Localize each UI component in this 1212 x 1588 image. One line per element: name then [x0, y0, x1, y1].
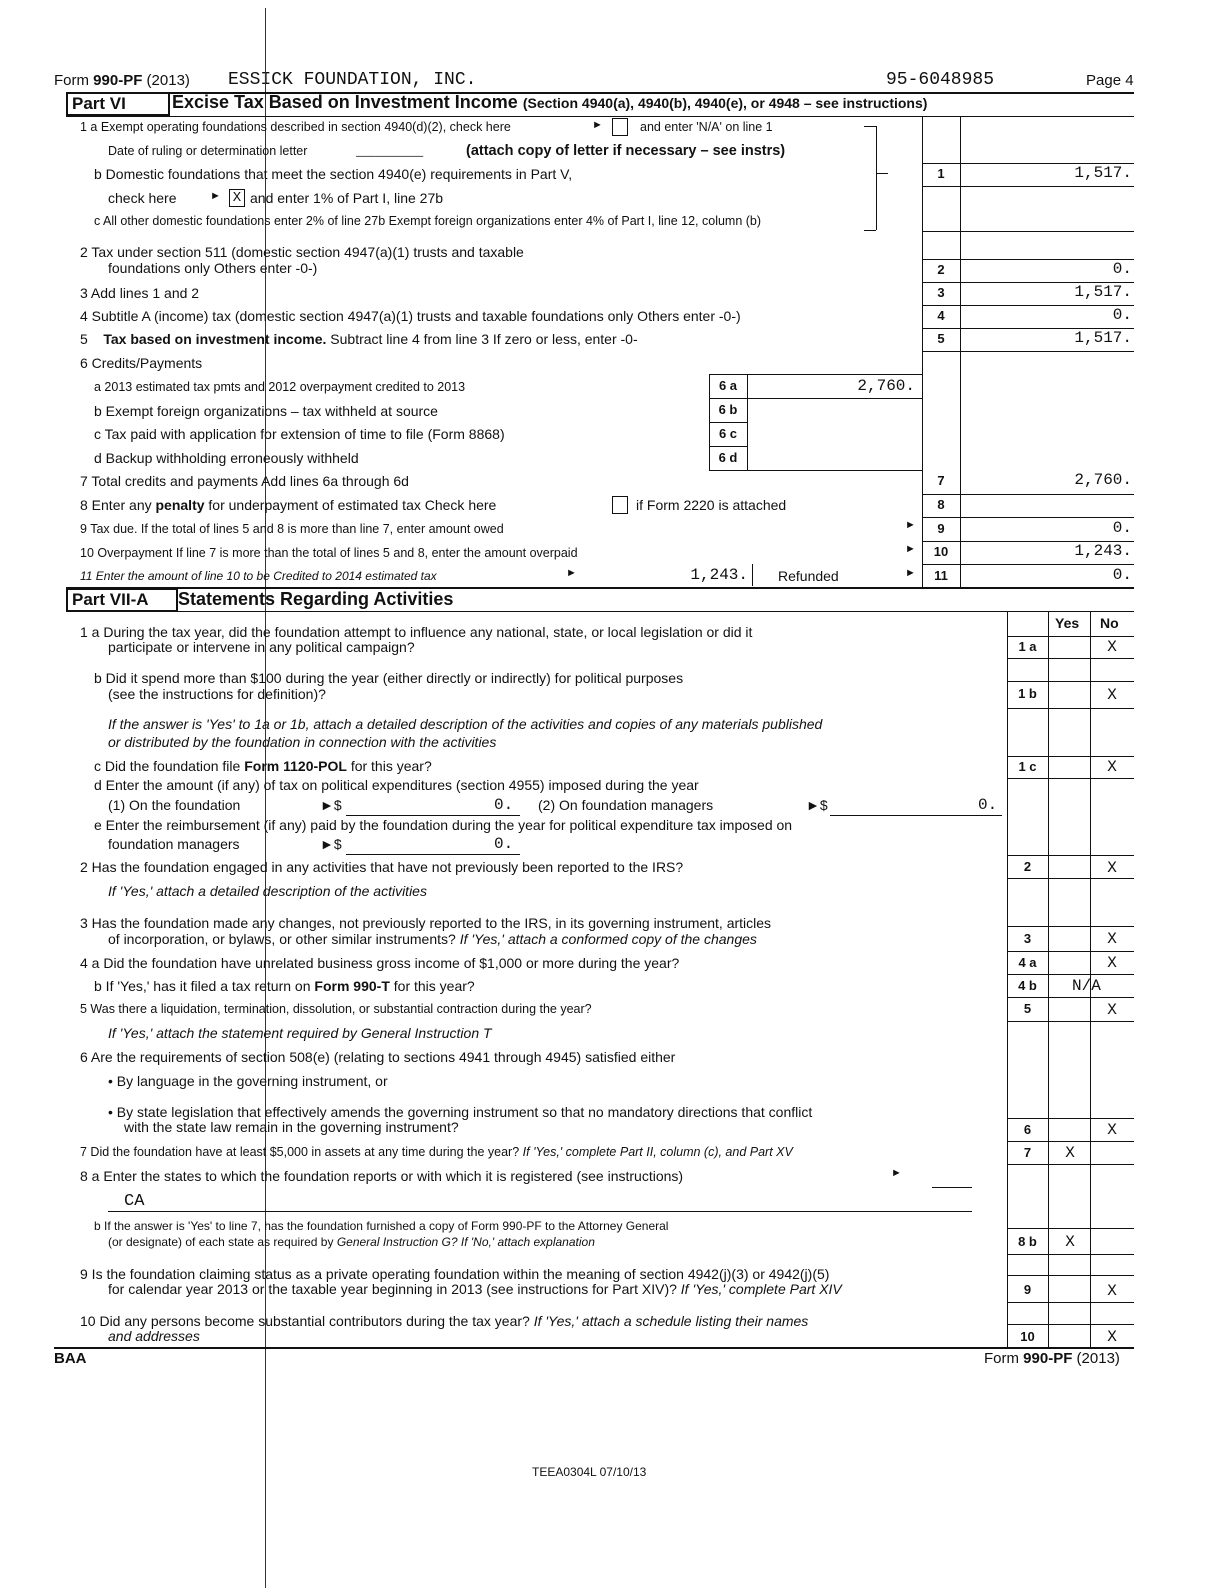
q1c-bold: Form 1120-POL [244, 758, 347, 774]
q1d: d Enter the amount (if any) of tax on political expenditures (section 4955) imposed during the year [94, 777, 699, 793]
box7-bottom [922, 494, 1134, 495]
box1c-bottom [922, 231, 1134, 232]
line-5-num: 5 [80, 331, 88, 347]
value-line-2: 0. [1112, 260, 1132, 278]
value-line-6a: 2,760. [857, 377, 915, 395]
line-6d: d Backup withholding erroneously withheld [94, 450, 359, 466]
bracket-top [864, 126, 876, 127]
value-line-9: 0. [1112, 519, 1132, 537]
row-7-yes[interactable]: X [1065, 1144, 1075, 1162]
form-year: (2013) [146, 72, 190, 89]
page-number: Page 4 [1086, 72, 1134, 89]
value-line-11-credited: 1,243. [690, 566, 748, 584]
row8b-top [1007, 1228, 1134, 1229]
q2-note: If 'Yes,' attach a detailed description of the activities [108, 883, 427, 899]
q1c-b: for this year? [350, 758, 432, 774]
value-line-11: 0. [1112, 566, 1132, 584]
q5-note: If 'Yes,' attach the statement required by General Instruction T [108, 1025, 492, 1041]
sub-row-3 [709, 446, 747, 447]
line-1b: b Domestic foundations that meet the section 4940(e) requirements in Part V, [94, 166, 573, 182]
line-6c: c Tax paid with application for extension of time to file (Form 8868) [94, 426, 505, 442]
part6-header-rule [66, 116, 1134, 117]
p7-col-yes [1048, 611, 1049, 1348]
box-label-7: 7 [937, 473, 945, 488]
box-label-2: 2 [937, 262, 945, 277]
arrow-1a: ► [592, 119, 603, 131]
part6-label: Part VI [66, 92, 170, 116]
row10-top [1007, 1324, 1134, 1325]
row1c-bottom [1007, 778, 1134, 779]
part7a-header-rule [66, 611, 1134, 612]
q1d-1-dollar: ►$ [320, 797, 342, 813]
line-3: 3 Add lines 1 and 2 [80, 285, 200, 301]
yes-header: Yes [1055, 615, 1080, 631]
sub-label-6a: 6 a [718, 378, 738, 393]
row-4b-answer[interactable]: N/A [1072, 977, 1101, 995]
part7a-label: Part VII-A [66, 588, 178, 612]
box-label-8: 8 [937, 497, 945, 512]
row5-bottom [1007, 1021, 1134, 1022]
q9: 9 Is the foundation claiming status as a private operating foundation within the meaning of section 4942(j)(3) or 4942(j)(5) [80, 1266, 830, 1282]
q1d-2-value: 0. [978, 796, 998, 814]
row4a-bottom [1007, 974, 1134, 975]
value-line-1: 1,517. [1074, 164, 1132, 182]
row2-top [1007, 855, 1134, 856]
q1e-value: 0. [494, 835, 514, 853]
row4b-bottom [1007, 997, 1134, 998]
bracket-bottom [864, 230, 876, 231]
q6: 6 Are the requirements of section 508(e) (relating to sections 4941 through 4945) satisfied either [80, 1049, 676, 1065]
row1b-top [1007, 681, 1134, 682]
q8a-answer-line [932, 1187, 972, 1188]
row-3-no[interactable]: X [1107, 930, 1117, 948]
arrow-1b: ► [210, 190, 221, 202]
box-label-1: 1 [937, 166, 945, 181]
q5: 5 Was there a liquidation, termination, dissolution, or substantial contraction during the year? [80, 1002, 592, 1016]
q1b-2: (see the instructions for definition)? [108, 686, 326, 702]
box-label-11: 11 [934, 568, 948, 583]
box8-bottom [922, 517, 1134, 518]
row-9-no[interactable]: X [1107, 1282, 1117, 1300]
part7a-bottom-rule [54, 1347, 1134, 1349]
row-1c-no[interactable]: X [1107, 758, 1117, 776]
part6-title-main: Excise Tax Based on Investment Income [172, 92, 518, 112]
q4a: 4 a Did the foundation have unrelated business gross income of $1,000 or more during the year? [80, 955, 680, 971]
value-line-4: 0. [1112, 306, 1132, 324]
q1b: b Did it spend more than $100 during the year (either directly or indirectly) for political purposes [94, 670, 684, 686]
row-label-1b: 1 b [1018, 686, 1037, 701]
line-6b: b Exempt foreign organizations – tax withheld at source [94, 403, 438, 419]
q1d-2-underline [830, 815, 1002, 816]
q1c-a: c Did the foundation file [94, 758, 241, 774]
q6-1: • By language in the governing instrument, or [108, 1073, 388, 1089]
q3: 3 Has the foundation made any changes, not previously reported to the IRS, in its governing instrument, articles [80, 915, 772, 931]
q1d-2: (2) On foundation managers [538, 797, 714, 813]
box-label-3: 3 [937, 285, 945, 300]
q1a-2: participate or intervene in any political campaign? [108, 639, 415, 655]
sub-label-6d: 6 d [718, 450, 738, 465]
q3-2a: of incorporation, or bylaws, or other similar instruments? [108, 931, 456, 947]
line-1b-check-here: check here [108, 190, 177, 206]
arrow-8a: ► [891, 1167, 902, 1179]
line-11: 11 Enter the amount of line 10 to be Credited to 2014 estimated tax [80, 569, 437, 583]
footer-code: TEEA0304L 07/10/13 [532, 1465, 647, 1479]
row-6-no[interactable]: X [1107, 1121, 1117, 1139]
row-5-no[interactable]: X [1107, 1001, 1117, 1019]
row2-bottom [1007, 878, 1134, 879]
row-label-1c: 1 c [1018, 759, 1037, 774]
arrow-10: ► [905, 543, 916, 555]
q2: 2 Has the foundation engaged in any activities that have not previously been reported to the IRS? [80, 859, 684, 875]
box-label-9: 9 [937, 521, 945, 536]
q4b-a: b If 'Yes,' has it filed a tax return on [94, 978, 311, 994]
sub-row-2 [709, 422, 747, 423]
q8b-2b: General Instruction G? If 'No,' attach explanation [336, 1235, 595, 1249]
line-1a-blank: _______ [356, 142, 424, 160]
value-line-5: 1,517. [1074, 329, 1132, 347]
row1a-top [1007, 636, 1134, 637]
line-1a: 1 a Exempt operating foundations described in section 4940(d)(2), check here [80, 120, 511, 134]
row-label-7: 7 [1023, 1145, 1032, 1160]
line-6a: a 2013 estimated tax pmts and 2012 overpayment credited to 2013 [94, 380, 466, 394]
q1a: 1 a During the tax year, did the foundation attempt to influence any national, state, or local legislation or did it [80, 624, 753, 640]
q8a: 8 a Enter the states to which the foundation reports or with which it is registered (see instructions) [80, 1168, 684, 1184]
line-1a-attach: (attach copy of letter if necessary – see instrs) [466, 143, 786, 159]
row-label-4a: 4 a [1018, 955, 1037, 970]
q4b-bold: Form 990-T [314, 978, 390, 994]
q1e: e Enter the reimbursement (if any) paid by the foundation during the year for political expenditure tax imposed on [94, 817, 793, 833]
line-1a-tail: and enter 'N/A' on line 1 [640, 120, 773, 134]
part6-title [172, 92, 927, 113]
q4b [94, 978, 475, 994]
q8b-2 [108, 1236, 595, 1250]
sub-label-6c: 6 c [718, 426, 738, 441]
q7-b: If 'Yes,' complete Part II, column (c), and Part XV [522, 1145, 793, 1159]
ein: 95-6048985 [886, 70, 995, 90]
q8a-state: CA [124, 1192, 145, 1211]
footer-form-a: Form [984, 1350, 1019, 1367]
q10 [80, 1313, 808, 1329]
row-label-8b: 8 b [1018, 1234, 1037, 1249]
line-5-bold: Tax based on investment income. [103, 331, 327, 347]
q6-2b: with the state law remain in the governing instrument? [124, 1119, 459, 1135]
line-8-b: for underpayment of estimated tax Check here [208, 497, 497, 513]
row3-top [1007, 926, 1134, 927]
sub-row-0 [709, 374, 922, 375]
row-1a-no[interactable]: X [1107, 638, 1117, 656]
q6-2: • By state legislation that effectively amends the governing instrument so that no mandatory directions that conflict [108, 1104, 813, 1120]
row-label-2: 2 [1023, 859, 1032, 874]
q1d-1-underline [346, 815, 520, 816]
line-5 [80, 331, 638, 347]
form-name: 990-PF [93, 72, 143, 89]
line-2: 2 Tax under section 511 (domestic section 4947(a)(1) trusts and taxable [80, 244, 524, 260]
box-label-10: 10 [933, 544, 949, 559]
q1d-2-dollar: ►$ [806, 797, 828, 813]
footer-form-b: 990-PF [1023, 1350, 1073, 1367]
box-label-5: 5 [937, 331, 945, 346]
bracket-right [876, 126, 877, 230]
row-label-10: 10 [1020, 1329, 1035, 1344]
line-5-rest: Subtract line 4 from line 3 If zero or less, enter -0- [330, 331, 638, 347]
row-label-6: 6 [1023, 1122, 1032, 1137]
line-8-bold: penalty [155, 497, 205, 513]
line-8-a: 8 Enter any [80, 497, 152, 513]
box5-bottom [922, 351, 1134, 352]
q9-2b: If 'Yes,' complete Part XIV [680, 1281, 842, 1297]
q1-note-2: or distributed by the foundation in connection with the activities [108, 734, 497, 750]
line-4: 4 Subtitle A (income) tax (domestic section 4947(a)(1) trusts and taxable foundations only Others enter -0-) [80, 308, 741, 324]
row1b-bottom [1007, 708, 1134, 709]
checkbox-1a[interactable] [612, 118, 628, 136]
line-10: 10 Overpayment If line 7 is more than the total of lines 5 and 8, enter the amount overpaid [80, 546, 578, 560]
row9-top [1007, 1275, 1134, 1276]
line-2b: foundations only Others enter -0-) [108, 260, 318, 276]
row3-bottom [1007, 951, 1134, 952]
q3-2b: If 'Yes,' attach a conformed copy of the changes [459, 931, 757, 947]
arrow-11a: ► [566, 567, 577, 579]
row-label-5: 5 [1023, 1001, 1032, 1016]
value-line-7: 2,760. [1074, 471, 1132, 489]
q10-a: 10 Did any persons become substantial contributors during the tax year? [80, 1313, 530, 1329]
row1c-top [1007, 756, 1134, 757]
q8b-2a: (or designate) of each state as required by [108, 1235, 334, 1249]
q1-note: If the answer is 'Yes' to 1a or 1b, attach a detailed description of the activities and copies of any materials published [108, 716, 823, 732]
form-label [54, 72, 190, 89]
row-8b-yes[interactable]: X [1065, 1233, 1075, 1251]
arrow-11b: ► [905, 567, 916, 579]
line-8-c: if Form 2220 is attached [636, 497, 787, 513]
q1d-1: (1) On the foundation [108, 797, 241, 813]
q3-2 [108, 931, 757, 947]
line-9: 9 Tax due. If the total of lines 5 and 8 is more than line 7, enter amount owed [80, 522, 504, 536]
line-1a-date: Date of ruling or determination letter [108, 144, 308, 158]
row-4a-no[interactable]: X [1107, 954, 1117, 972]
line-6: 6 Credits/Payments [80, 355, 203, 371]
line-8 [80, 497, 496, 513]
q1c [94, 758, 432, 774]
q7 [80, 1145, 793, 1159]
row-1b-no[interactable]: X [1107, 686, 1117, 704]
row-2-no[interactable]: X [1107, 859, 1117, 877]
q1e-2: foundation managers [108, 836, 240, 852]
part7a-title: Statements Regarding Activities [178, 589, 454, 609]
row6-bottom [1007, 1141, 1134, 1142]
line-1b-tail: and enter 1% of Part I, line 27b [250, 190, 444, 206]
box10-bottom [922, 564, 1134, 565]
row8b-bottom [1007, 1254, 1134, 1255]
line-11-divider [752, 564, 753, 586]
row9-bottom [1007, 1302, 1134, 1303]
q8b: b If the answer is 'Yes' to line 7, has the foundation furnished a copy of Form 990-PF to the Attorney General [94, 1219, 669, 1233]
q9-2 [108, 1281, 842, 1297]
checkbox-1b[interactable]: X [229, 189, 245, 207]
line-11-refunded: Refunded [778, 568, 839, 584]
form-prefix: Form [54, 72, 89, 89]
box1-bottom [922, 186, 1134, 187]
footer-form-c: (2013) [1076, 1350, 1120, 1367]
row-10-no[interactable]: X [1107, 1328, 1117, 1346]
checkbox-8[interactable] [612, 496, 628, 514]
row-label-3: 3 [1023, 931, 1032, 946]
line-7: 7 Total credits and payments Add lines 6a through 6d [80, 473, 409, 489]
line-1c: c All other domestic foundations enter 2% of line 27b Exempt foreign organizations enter 4% of Part I, line 12, column (b) [94, 214, 762, 228]
row-label-4b: 4 b [1018, 978, 1037, 993]
no-header: No [1100, 615, 1119, 631]
row1a-bottom [1007, 658, 1134, 659]
value-line-10: 1,243. [1074, 542, 1132, 560]
box-label-4: 4 [937, 308, 945, 323]
footer-form [984, 1350, 1120, 1367]
value-line-3: 1,517. [1074, 283, 1132, 301]
q10-b: If 'Yes,' attach a schedule listing their names [533, 1313, 809, 1329]
org-name: ESSICK FOUNDATION, INC. [228, 70, 477, 90]
arrow-9: ► [905, 519, 916, 531]
bracket-mid [876, 173, 888, 174]
q1e-underline [346, 854, 520, 855]
q7-a: 7 Did the foundation have at least $5,000 in assets at any time during the year? [80, 1145, 520, 1159]
q8a-state-underline [108, 1211, 972, 1212]
sub-row-1 [709, 398, 922, 399]
row-label-9: 9 [1023, 1282, 1032, 1297]
baa-label: BAA [54, 1350, 87, 1367]
row6-top [1007, 1118, 1134, 1119]
part6-title-suffix: (Section 4940(a), 4940(b), 4940(e), or 4948 – see instructions) [522, 95, 928, 111]
q10-2: and addresses [108, 1328, 200, 1344]
q1e-dollar: ►$ [320, 836, 342, 852]
q9-2a: for calendar year 2013 or the taxable year beginning in 2013 (see instructions for Part XIV)? [108, 1281, 677, 1297]
sub-label-6b: 6 b [718, 402, 738, 417]
row-label-1a: 1 a [1018, 639, 1037, 654]
q1d-1-value: 0. [494, 796, 514, 814]
q4b-b: for this year? [393, 978, 475, 994]
row7-bottom [1007, 1164, 1134, 1165]
sub-row-4 [709, 470, 922, 471]
